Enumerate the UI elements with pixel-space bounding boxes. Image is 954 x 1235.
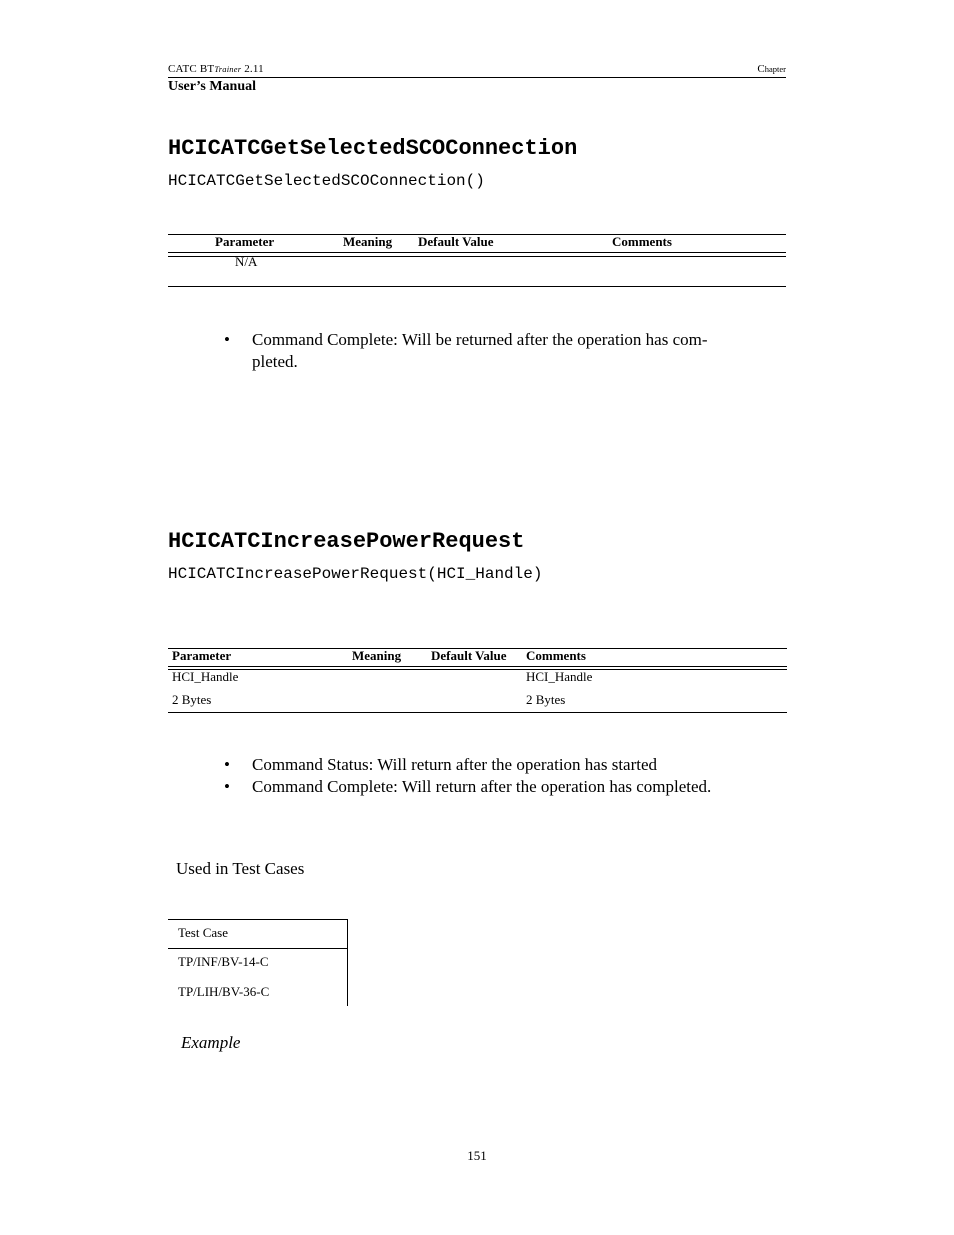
product-version: 2.11 <box>241 63 264 75</box>
table-header-rule <box>168 252 786 253</box>
product-smallcaps: Trainer <box>214 64 242 74</box>
table-cell: 2 Bytes <box>526 692 566 707</box>
running-header-product <box>168 63 264 75</box>
product-prefix: CATC BT <box>168 63 215 75</box>
used-in-heading: Used in Test Cases <box>176 859 305 878</box>
column-header: Comments <box>612 234 672 249</box>
column-header: Test Case <box>178 925 228 940</box>
page-number: 151 <box>467 1148 487 1163</box>
table-bottom-rule <box>168 286 786 287</box>
list-item-text: Command Status: Will return after the operation has started <box>252 755 658 774</box>
list-line: Command Complete: Will be returned after the operation has com- <box>252 330 708 349</box>
column-header: Meaning <box>352 648 402 663</box>
header-rule <box>168 77 786 78</box>
bullet: • <box>224 777 230 796</box>
chapter-rest: hapter <box>764 64 786 74</box>
bullet: • <box>224 755 230 774</box>
column-header: Default Value <box>418 234 494 249</box>
list-item-text: Command Complete: Will return after the operation has completed. <box>252 777 712 796</box>
section-title: HCICATCIncreasePowerRequest <box>168 529 525 554</box>
column-header: Parameter <box>215 234 275 249</box>
table-header-rule <box>168 256 786 257</box>
section-title: HCICATCGetSelectedSCOConnection <box>168 136 578 161</box>
manual-title: User’s Manual <box>168 79 257 94</box>
column-header: Meaning <box>343 234 393 249</box>
column-header: Parameter <box>172 648 232 663</box>
column-header: Default Value <box>431 648 507 663</box>
table-top-rule <box>168 919 348 920</box>
table-cell: 2 Bytes <box>172 692 212 707</box>
function-signature: HCICATCGetSelectedSCOConnection() <box>168 172 485 190</box>
bullet: • <box>224 330 230 349</box>
table-right-border <box>347 919 348 1006</box>
table-cell: TP/LIH/BV-36-C <box>178 984 270 999</box>
table-cell: N/A <box>235 254 258 269</box>
list-line: pleted. <box>252 352 298 371</box>
table-bottom-rule <box>168 712 787 713</box>
table-cell: HCI_Handle <box>172 669 239 684</box>
column-header: Comments <box>526 648 586 663</box>
table-header-rule <box>168 669 787 670</box>
running-header-chapter <box>757 63 786 75</box>
table-header-rule <box>168 666 787 667</box>
list-item-text <box>252 329 762 373</box>
example-heading: Example <box>181 1033 241 1052</box>
table-cell: HCI_Handle <box>526 669 593 684</box>
function-signature: HCICATCIncreasePowerRequest(HCI_Handle) <box>168 565 543 583</box>
table-cell: TP/INF/BV-14-C <box>178 954 269 969</box>
chapter-initial: C <box>757 63 765 75</box>
table-header-rule <box>168 948 348 949</box>
